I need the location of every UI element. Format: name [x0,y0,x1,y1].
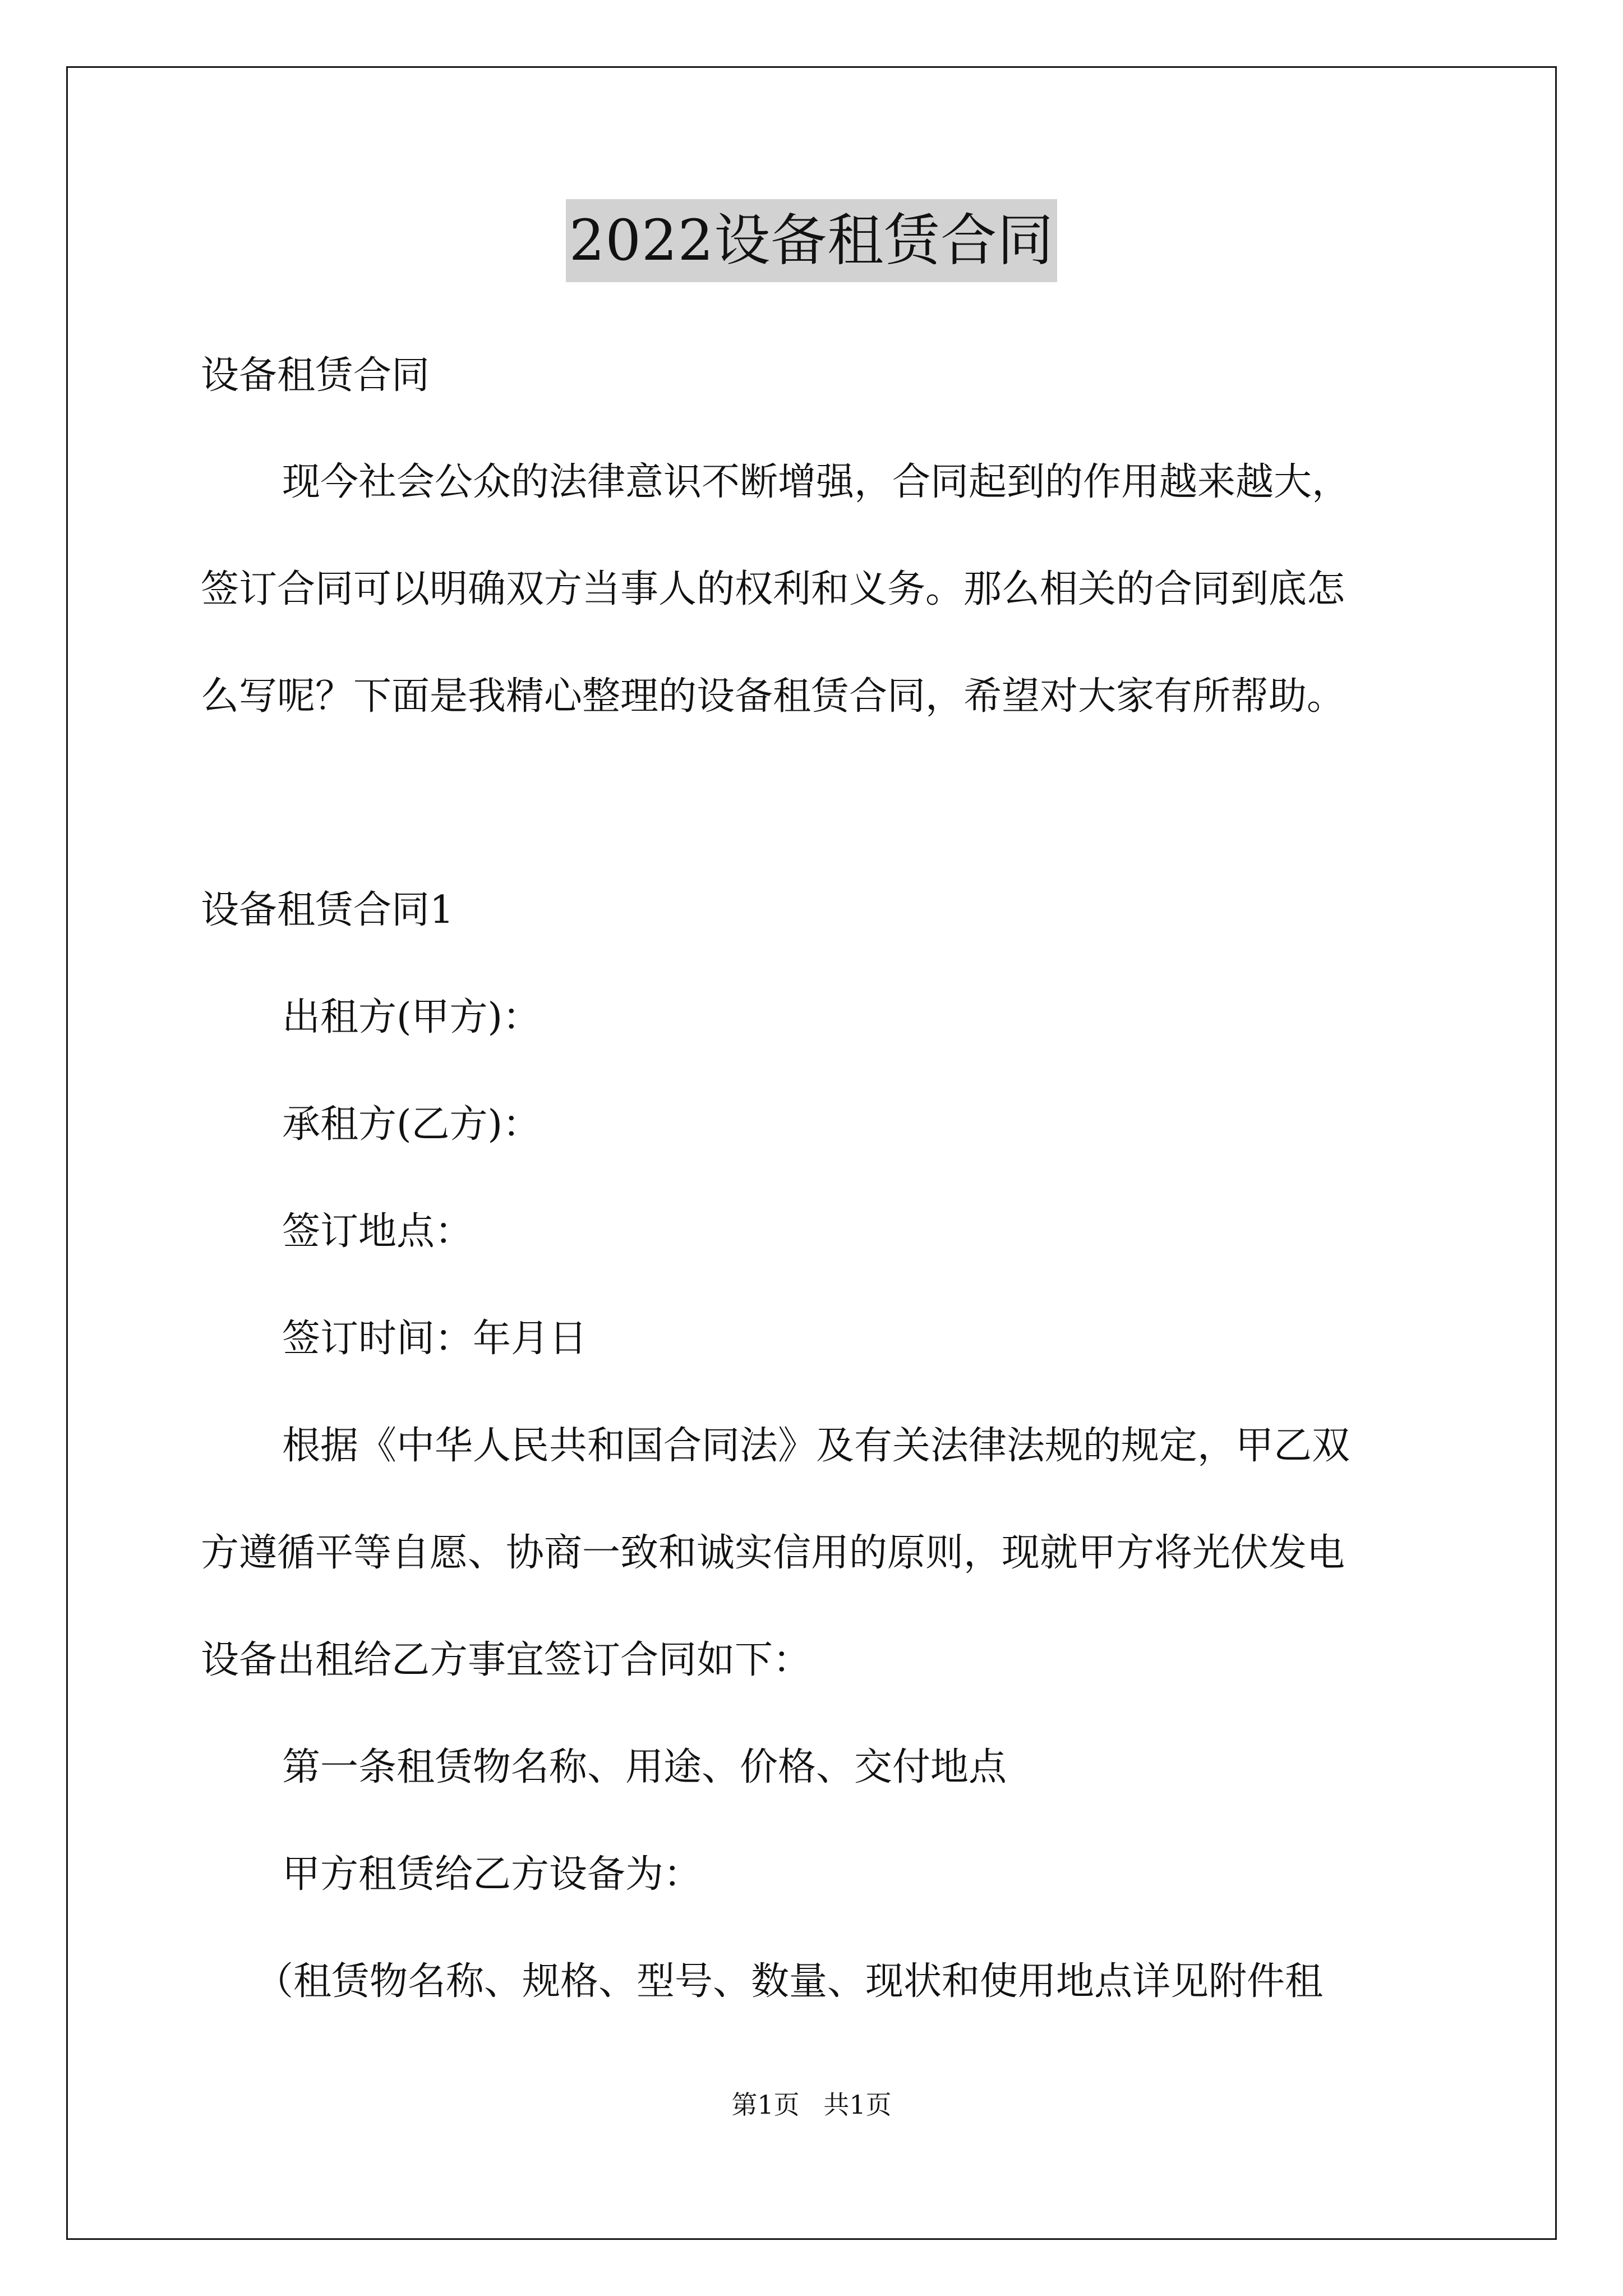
page-footer [0,2088,1623,2122]
page-total: 共1页 [823,2090,892,2120]
signing-place-field: 签订地点： [282,1209,473,1254]
basis-line-1: 根据《中华人民共和国合同法》及有关法律法规的规定，甲乙双 [282,1424,1350,1468]
intro-line-2: 签订合同可以明确双方当事人的权利和义务。那么相关的合同到底怎 [201,567,1345,611]
section-heading: 设备租赁合同 [201,353,430,398]
contract-heading: 设备租赁合同1 [201,888,454,932]
document-title: 2022设备租赁合同 [566,199,1058,282]
lessee-field: 承租方(乙方)： [282,1102,541,1147]
signing-date-field: 签订时间：年月日 [282,1317,588,1361]
title-container [0,199,1623,282]
intro-line-1: 现今社会公众的法律意识不断增强，合同起到的作用越来越大， [282,460,1350,504]
equipment-intro: 甲方租赁给乙方设备为： [282,1852,702,1897]
equipment-note: （租赁物名称、规格、型号、数量、现状和使用地点详见附件租 [255,1959,1324,2004]
lessor-field: 出租方(甲方)： [282,995,541,1039]
article-1-heading: 第一条租赁物名称、用途、价格、交付地点 [282,1745,1007,1789]
basis-line-2: 方遵循平等自愿、协商一致和诚实信用的原则，现就甲方将光伏发电 [201,1531,1345,1575]
basis-line-3: 设备出租给乙方事宜签订合同如下： [201,1638,811,1682]
page-number: 第1页 [731,2090,800,2120]
intro-line-3: 么写呢？下面是我精心整理的设备租赁合同，希望对大家有所帮助。 [201,674,1345,719]
